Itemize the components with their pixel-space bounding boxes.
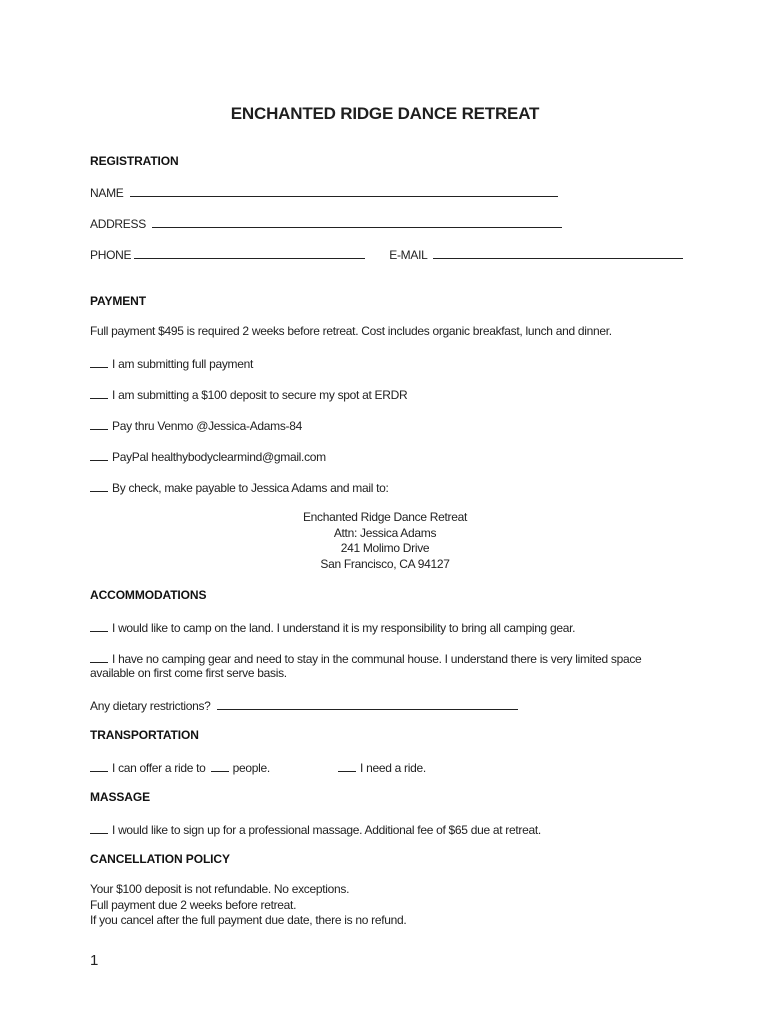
payment-option-paypal: [90, 448, 326, 465]
name-blank: [130, 184, 558, 197]
checkbox-blank: [90, 355, 108, 368]
checkbox-blank: [90, 821, 108, 834]
address-blank: [152, 215, 562, 228]
email-blank: [433, 246, 683, 259]
checkbox-blank: [90, 448, 108, 461]
page-number: 1: [90, 952, 99, 969]
payment-option-label: I am submitting a $100 deposit to secure my spot at ERDR: [112, 388, 408, 402]
ride-offer-row: [90, 759, 270, 776]
payment-option-full: [90, 355, 253, 372]
checkbox-blank: [90, 417, 108, 430]
registration-heading: REGISTRATION: [90, 154, 179, 168]
document-title: ENCHANTED RIDGE DANCE RETREAT: [230, 104, 540, 123]
payment-heading: PAYMENT: [90, 294, 146, 308]
massage-option-label: I would like to sign up for a professional massage. Additional fee of $65 due at retreat.: [112, 823, 541, 837]
cancellation-line: If you cancel after the full payment due date, there is no refund.: [90, 913, 407, 928]
mailing-address-line: 241 Molimo Drive: [340, 541, 430, 555]
cancellation-text: [90, 882, 406, 929]
checkbox-blank: [90, 650, 108, 663]
address-row: [90, 215, 562, 232]
payment-option-label: I am submitting full payment: [112, 357, 253, 371]
camp-option-label: I would like to camp on the land. I understand it is my responsibility to bring all camping gear.: [112, 621, 576, 635]
phone-label: PHONE: [90, 248, 132, 262]
payment-option-label: PayPal healthybodyclearmind@gmail.com: [112, 450, 326, 464]
dietary-row: [90, 697, 518, 714]
ride-need-label: I need a ride.: [360, 761, 426, 775]
phone-email-row: [90, 246, 683, 263]
checkbox-blank: [90, 759, 108, 772]
checkbox-blank: [90, 386, 108, 399]
payment-option-venmo: [90, 417, 302, 434]
checkbox-blank: [90, 619, 108, 632]
payment-option-deposit: [90, 386, 407, 403]
house-option-continued: available on first come first serve basis.: [90, 666, 287, 680]
mailing-address-line: Enchanted Ridge Dance Retreat: [302, 510, 468, 524]
dietary-blank: [217, 697, 518, 710]
camp-option: [90, 619, 575, 636]
ride-offer-prefix: I can offer a ride to: [112, 761, 206, 775]
payment-option-check: [90, 479, 389, 496]
dietary-label: Any dietary restrictions?: [90, 699, 211, 713]
payment-option-label: Pay thru Venmo @Jessica-Adams-84: [112, 419, 302, 433]
checkbox-blank: [90, 479, 108, 492]
ride-offer-suffix: people.: [232, 761, 270, 775]
massage-option: [90, 821, 541, 838]
payment-option-label: By check, make payable to Jessica Adams and mail to:: [112, 481, 389, 495]
cancellation-heading: CANCELLATION POLICY: [90, 852, 230, 866]
mailing-address-line: Attn: Jessica Adams: [333, 525, 437, 540]
name-row: [90, 184, 558, 201]
cancellation-line: Full payment due 2 weeks before retreat.: [90, 897, 297, 912]
email-label: E-MAIL: [389, 248, 428, 262]
house-option-label: I have no camping gear and need to stay in the communal house. I understand there is very limited space: [112, 652, 642, 666]
checkbox-blank: [338, 759, 356, 772]
ride-need-row: [338, 759, 426, 776]
phone-blank: [134, 246, 365, 259]
address-label: ADDRESS: [90, 217, 146, 231]
mailing-address-line: San Francisco, CA 94127: [320, 556, 450, 571]
name-label: NAME: [90, 186, 124, 200]
people-count-blank: [211, 759, 229, 772]
accommodations-heading: ACCOMMODATIONS: [90, 588, 207, 602]
mailing-address: [0, 510, 770, 572]
payment-intro: Full payment $495 is required 2 weeks before retreat. Cost includes organic breakfast, lunch and dinner.: [90, 324, 612, 338]
massage-heading: MASSAGE: [90, 790, 150, 804]
transportation-heading: TRANSPORTATION: [90, 728, 199, 742]
cancellation-line: Your $100 deposit is not refundable. No exceptions.: [90, 882, 350, 896]
